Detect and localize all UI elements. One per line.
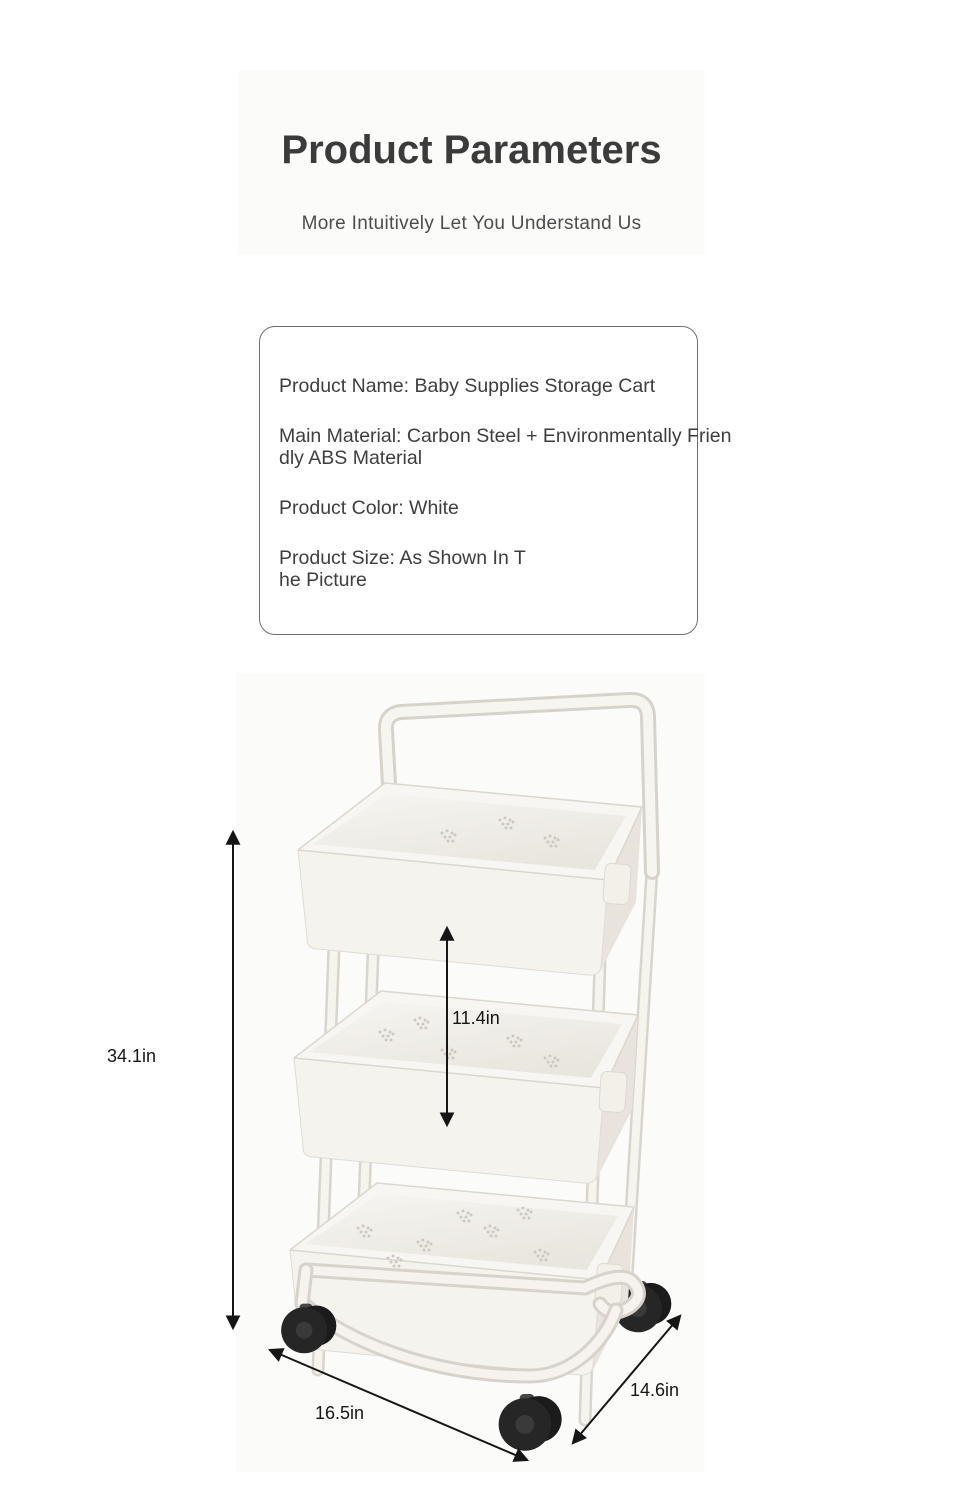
spec-product-color xyxy=(279,497,697,519)
dimension-label-width: 16.5in xyxy=(315,1403,365,1423)
spec-product-size xyxy=(279,547,697,591)
dimension-label-tier-spacing: 11.4in xyxy=(452,1008,500,1028)
cart-tray-top xyxy=(298,783,642,975)
spec-product-name xyxy=(279,375,697,397)
spec-line: Product Size: As Shown In T xyxy=(279,547,526,569)
dimension-label-depth: 14.6in xyxy=(630,1380,680,1400)
page-subtitle: More Intuitively Let You Understand Us xyxy=(301,213,642,234)
dimension-label-height: 34.1in xyxy=(107,1046,157,1066)
product-spec-box xyxy=(259,326,732,635)
spec-line: Main Material: Carbon Steel + Environmentally Frien xyxy=(279,425,732,447)
page-title: Product Parameters xyxy=(281,128,662,172)
spec-line: he Picture xyxy=(279,569,367,591)
spec-line: Product Name: Baby Supplies Storage Cart xyxy=(279,375,656,397)
product-photo-cart xyxy=(80,670,720,1498)
caster-wheel-front xyxy=(499,1394,562,1451)
spec-main-material xyxy=(279,425,732,469)
spec-line: Product Color: White xyxy=(279,497,459,519)
spec-line: dly ABS Material xyxy=(279,447,423,469)
